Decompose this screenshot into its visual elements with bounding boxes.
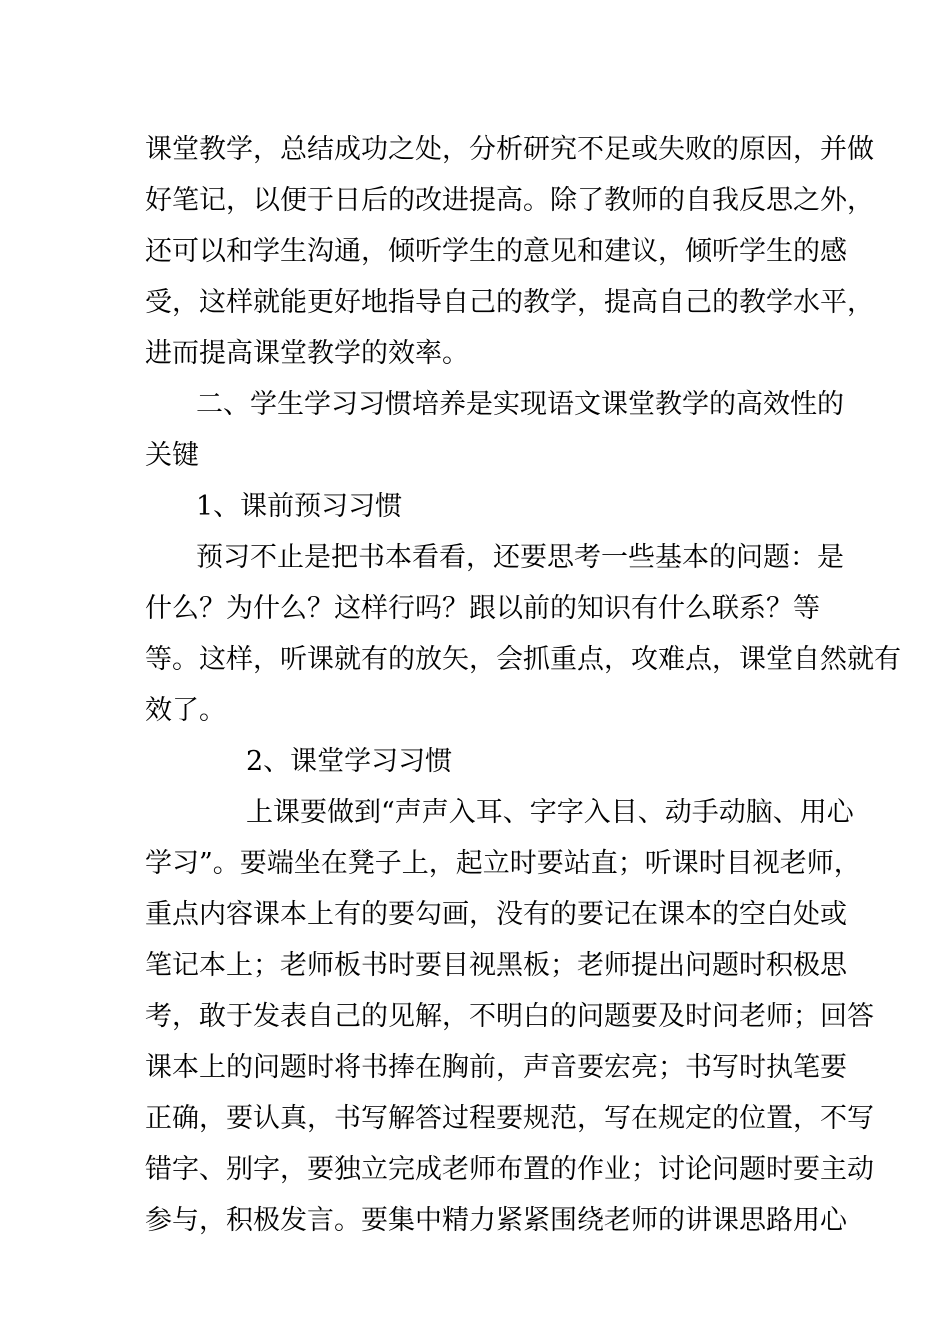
paragraph-line: 还可以和学生沟通，倾听学生的意见和建议，倾听学生的感 bbox=[145, 236, 847, 267]
subheading: 1、课前预习习惯 bbox=[196, 491, 403, 522]
paragraph-line: 课堂教学，总结成功之处，分析研究不足或失败的原因，并做 bbox=[145, 134, 874, 165]
section-heading-line: 关键 bbox=[145, 440, 199, 471]
paragraph-line: 好笔记，以便于日后的改进提高。除了教师的自我反思之外， bbox=[145, 185, 874, 216]
subheading: 2、课堂学习习惯 bbox=[246, 746, 453, 777]
paragraph-line: 参与，积极发言。要集中精力紧紧围绕老师的讲课思路用心 bbox=[145, 1205, 847, 1236]
paragraph-line: 正确，要认真，书写解答过程要规范，写在规定的位置，不写 bbox=[145, 1103, 874, 1134]
section-heading-line: 二、学生学习习惯培养是实现语文课堂教学的高效性的 bbox=[196, 389, 844, 420]
paragraph-line: 受，这样就能更好地指导自己的教学，提高自己的教学水平， bbox=[145, 287, 874, 318]
paragraph-line: 重点内容课本上有的要勾画，没有的要记在课本的空白处或 bbox=[145, 899, 847, 930]
paragraph-line: 预习不止是把书本看看，还要思考一些基本的问题：是 bbox=[196, 542, 844, 573]
paragraph-line: 笔记本上；老师板书时要目视黑板；老师提出问题时积极思 bbox=[145, 950, 847, 981]
paragraph-line: 考，敢于发表自己的见解，不明白的问题要及时问老师；回答 bbox=[145, 1001, 874, 1032]
paragraph-line: 什么？为什么？这样行吗？跟以前的知识有什么联系？等 bbox=[145, 593, 820, 624]
paragraph-line: 等。这样，听课就有的放矢，会抓重点，攻难点，课堂自然就有 bbox=[145, 644, 901, 675]
paragraph-line: 进而提高课堂教学的效率。 bbox=[145, 338, 469, 369]
paragraph-line: 错字、别字，要独立完成老师布置的作业；讨论问题时要主动 bbox=[145, 1154, 874, 1185]
paragraph-line: 课本上的问题时将书捧在胸前，声音要宏亮；书写时执笔要 bbox=[145, 1052, 847, 1083]
paragraph-line: 效了。 bbox=[145, 695, 226, 726]
paragraph-line: 学习”。要端坐在凳子上，起立时要站直；听课时目视老师， bbox=[145, 848, 861, 879]
paragraph-line: 上课要做到“声声入耳、字字入目、动手动脑、用心 bbox=[246, 797, 854, 828]
